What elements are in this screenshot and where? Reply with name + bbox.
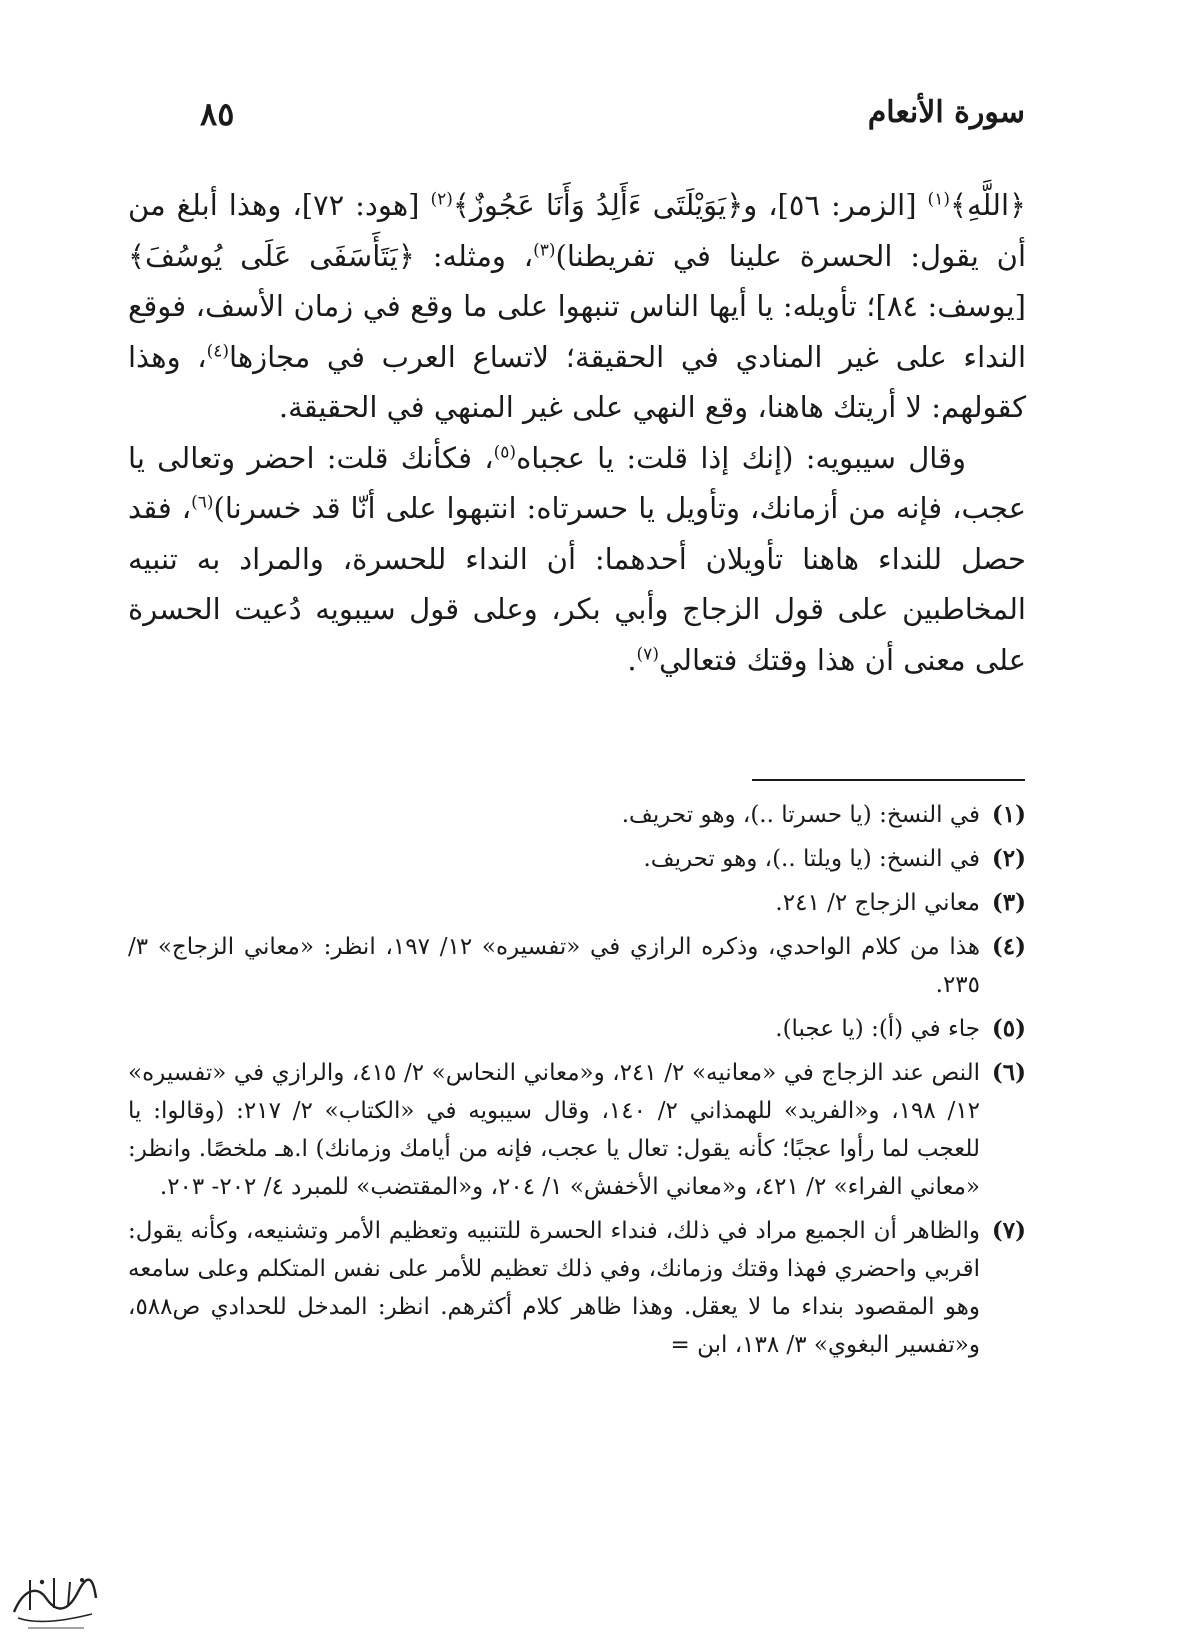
text-segment: وقال سيبويه: (إنك إذا قلت: يا عجباه <box>516 440 966 475</box>
publisher-logo <box>8 1568 100 1634</box>
footnote-number: (١) <box>991 801 1026 828</box>
footnote-number: (٣) <box>991 889 1026 916</box>
footnote-text: والظاهر أن الجميع مراد في ذلك، فنداء الحسرة للتنبيه وتعظيم الأمر وتشنيعه، وكأنه يقول: اقربي واحضري فهذا وقتك وزمانك، وفي ذلك تعظيم للأمر على نفس المتكلم وعلى سامعه وهو المقصود بنداء ما لا يعقل. وهذا ظاهر كلام أكثرهم. انظر: المدخل للحدادي ص٥٨٨، و«تفسير البغوي» ٣/ ١٣٨، ابن = <box>128 1218 980 1358</box>
running-title: سورة الأنعام <box>867 95 1025 130</box>
footnote-ref: (١) <box>927 189 950 210</box>
footnote-number: (٧) <box>991 1217 1026 1244</box>
footnote-4 <box>128 928 1026 1004</box>
text-segment: ، فقد حصل للنداء هاهنا تأويلان أحدهما: أن النداء للحسرة، والمراد به تنبيه المخاطبين على قول الزجاج وأبي بكر، وعلى قول سيبويه دُعيت الحسرة على معنى أن هذا وقتك فتعالي <box>128 491 1026 677</box>
footnote-ref: (٧) <box>636 643 659 664</box>
footnote-5 <box>128 1010 1026 1048</box>
footnote-text: معاني الزجاج ٢/ ٢٤١. <box>775 890 980 916</box>
footnote-text: هذا من كلام الواحدي، وذكره الرازي في «تفسيره» ١٢/ ١٩٧، انظر: «معاني الزجاج» ٣/ ٢٣٥. <box>128 934 980 998</box>
footnote-7 <box>128 1212 1026 1364</box>
footnote-text: جاء في (أ): (يا عجبا). <box>775 1016 980 1042</box>
page-header <box>130 95 1025 145</box>
footnote-text: في النسخ: (يا ويلتا ..)، وهو تحريف. <box>643 846 980 872</box>
footnote-number: (٥) <box>991 1015 1026 1042</box>
footnote-number: (٢) <box>991 845 1026 872</box>
text-segment: [هود: ٧٢]، وهذا أبلغ من أن يقول: الحسرة علينا في تفريطنا) <box>128 188 1027 273</box>
text-segment: ، فكأنك قلت: احضر وتعالى يا عجب، فإنه من أزمانك، وتأويل يا حسرتاه: انتبهوا على أنّا قد خسرنا) <box>128 440 1026 525</box>
text-segment: ، وهذا كقولهم: لا أريتك هاهنا، وقع النهي على غير المنهي في الحقيقة. <box>128 339 1026 424</box>
paragraph-2 <box>128 433 1026 686</box>
footnote-ref: (٢) <box>430 189 453 210</box>
footnote-text: النص عند الزجاج في «معانيه» ٢/ ٢٤١، و«معاني النحاس» ٢/ ٤١٥، والرازي في «تفسيره» ١٢/ ١٩٨، و«الفريد» للهمذاني ٢/ ١٤٠، وقال سيبويه في «الكتاب» ٢/ ٢١٧: (وقالوا: يا للعجب لما رأوا عجبًا؛ كأنه يقول: تعال يا عجب، فإنه من أيامك وزمانك) ا.هـ ملخصًا. وانظر: «معاني الفراء» ٢/ ٤٢١، و«معاني الأخفش» ١/ ٢٠٤، و«المقتضب» للمبرد ٤/ ٢٠٢- ٢٠٣. <box>128 1060 981 1200</box>
text-segment: [الزمر: ٥٦]، و﴿يَوَيْلَتَى ءَأَلِدُ وَأَنَا عَجُوزٌ﴾ <box>452 188 928 222</box>
footnote-3 <box>128 884 1026 922</box>
footnote-text: في النسخ: (يا حسرتا ..)، وهو تحريف. <box>621 802 980 828</box>
page-number: ٨٥ <box>200 95 235 133</box>
footnote-ref: (٣) <box>533 239 556 260</box>
footnote-ref: (٤) <box>206 340 230 361</box>
footnote-6 <box>128 1054 1026 1206</box>
footnote-1 <box>128 796 1026 834</box>
footnote-ref: (٦) <box>191 492 214 513</box>
footnote-divider <box>752 779 1025 781</box>
text-segment: ﴿اللَّهِ﴾ <box>949 188 1026 222</box>
text-segment: ، ومثله: ﴿يَتَأَسَفَى عَلَى يُوسُفَ﴾ [يوسف: ٨٤]؛ تأويله: يا أيها الناس تنبهوا على ما وقع في زمان الأسف، فوقع النداء على غير المنادي في الحقيقة؛ لاتساع العرب في مجازها <box>128 238 1026 374</box>
paragraph-1 <box>128 180 1026 433</box>
footnote-number: (٤) <box>991 933 1026 960</box>
footnotes <box>128 796 1026 1370</box>
footnote-ref: (٥) <box>493 441 517 462</box>
text-segment: . <box>627 642 637 677</box>
main-text <box>128 180 1026 685</box>
footnote-number: (٦) <box>991 1059 1026 1086</box>
footnote-2 <box>128 840 1026 878</box>
